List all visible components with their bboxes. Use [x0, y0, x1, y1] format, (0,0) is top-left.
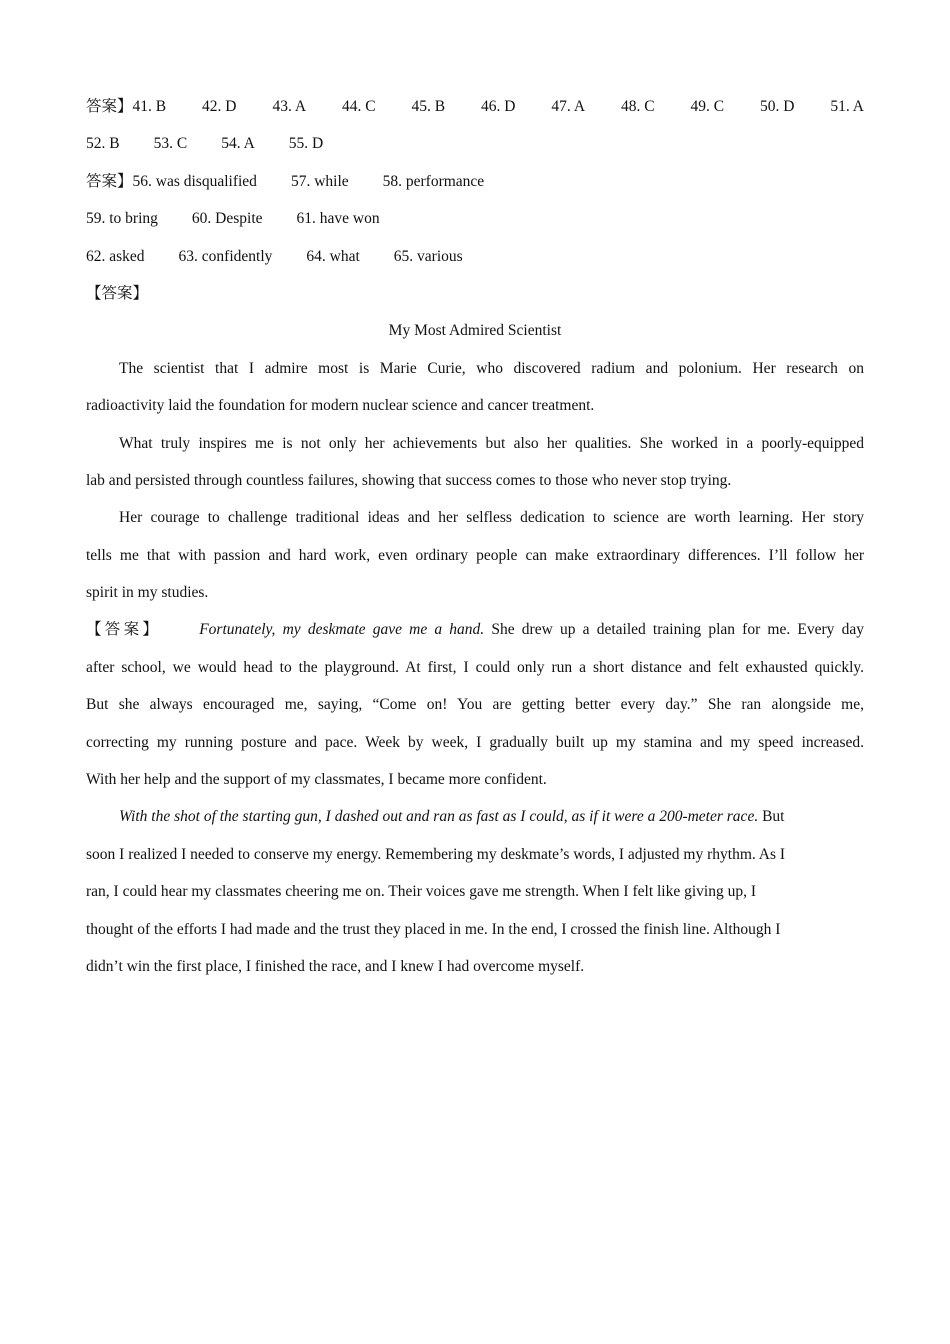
- story-line: thought of the efforts I had made and the trust they placed in me. In the end, I crossed the finish line. Although I: [86, 920, 781, 938]
- mc-answers-row-2: [86, 125, 864, 162]
- essay-line: tells me that with passion and hard work, even ordinary people can make extraordinary differences. I’ll follow her: [86, 546, 864, 564]
- mc-answer: 53. C: [153, 135, 188, 153]
- essay-title: My Most Admired Scientist: [388, 322, 562, 340]
- story-line: soon I realized I needed to conserve my energy. Remembering my deskmate’s words, I adjusted my rhythm. As I: [86, 845, 786, 863]
- story-opening-sentence: Fortunately, my deskmate gave me a hand.: [199, 621, 485, 639]
- essay-line: Her courage to challenge traditional ideas and her selfless dedication to science are worth learning. Her story: [119, 509, 864, 527]
- fill-answers-row-1: [86, 163, 864, 200]
- fill-answer: 64. what: [306, 247, 360, 265]
- mc-answers-row-1: [86, 88, 864, 125]
- answer-tag: 【答案】: [86, 621, 162, 639]
- mc-answer: 51. A: [830, 98, 864, 115]
- essay-line: What truly inspires me is not only her achievements but also her qualities. She worked in a poorly-equipped: [119, 434, 864, 452]
- story-line: ran, I could hear my classmates cheering me on. Their voices gave me strength. When I felt like giving up, I: [86, 883, 757, 901]
- fill-answer: 61. have won: [296, 210, 380, 228]
- essay-line: lab and persisted through countless failures, showing that success comes to those who never stop trying.: [86, 471, 732, 489]
- fill-answer: 63. confidently: [178, 247, 273, 265]
- mc-answer: 55. D: [288, 135, 324, 153]
- fill-answer: 59. to bring: [86, 210, 158, 228]
- mc-answer: 48. C: [620, 98, 655, 115]
- fill-answer: 65. various: [393, 247, 463, 265]
- answer-tag: 【答案】: [86, 284, 149, 302]
- essay-line: spirit in my studies.: [86, 584, 209, 602]
- fill-answer: 62. asked: [86, 247, 145, 265]
- mc-answer: 52. B: [86, 135, 120, 153]
- story-line: With her help and the support of my classmates, I became more confident.: [86, 771, 547, 789]
- story-line: With the shot of the starting gun, I dashed out and ran as fast as I could, as if it were a 200-meter race. But: [119, 808, 785, 826]
- mc-answer: 49. C: [690, 98, 725, 115]
- essay-line: The scientist that I admire most is Marie Curie, who discovered radium and polonium. Her research on: [119, 359, 864, 377]
- mc-answer: 47. A: [551, 98, 586, 115]
- mc-answer: 43. A: [272, 98, 307, 115]
- story-line: correcting my running posture and pace. Week by week, I gradually built up my stamina and my speed increased.: [86, 733, 864, 751]
- fill-answers-row-2: [86, 200, 864, 237]
- mc-answer: 42. D: [202, 98, 237, 115]
- mc-answer: 45. B: [411, 98, 446, 115]
- answer-page: [86, 88, 864, 985]
- mc-answer: 50. D: [760, 98, 795, 115]
- story-second-opening-sentence: With the shot of the starting gun, I dashed out and ran as fast as I could, as if it were a 200-meter race.: [119, 808, 759, 826]
- fill-answer: 57. while: [290, 172, 349, 190]
- story-line: didn’t win the first place, I finished the race, and I knew I had overcome myself.: [86, 957, 585, 975]
- fill-answer: 58. performance: [382, 172, 485, 190]
- mc-answer: 答案】41. B: [86, 98, 167, 115]
- mc-answer: 44. C: [341, 98, 376, 115]
- mc-answer: 46. D: [481, 98, 516, 115]
- mc-answer: 54. A: [221, 135, 255, 153]
- answer-prefix: 答案】: [86, 172, 133, 190]
- answer-prefix: 答案】: [86, 98, 133, 115]
- essay-line: radioactivity laid the foundation for modern nuclear science and cancer treatment.: [86, 397, 595, 415]
- fill-answers-row-3: [86, 238, 864, 275]
- story-line: But she always encouraged me, saying, “Come on! You are getting better every day.” She ran alongside me,: [86, 696, 864, 714]
- fill-answer: 答案】56. was disqualified: [86, 172, 257, 190]
- story-line: after school, we would head to the playground. At first, I could only run a short distance and felt exhausted quickly.: [86, 658, 864, 676]
- fill-answer: 60. Despite: [191, 210, 263, 228]
- story-line: 【答案】 Fortunately, my deskmate gave me a hand. She drew up a detailed training plan for me. Every day: [86, 621, 864, 639]
